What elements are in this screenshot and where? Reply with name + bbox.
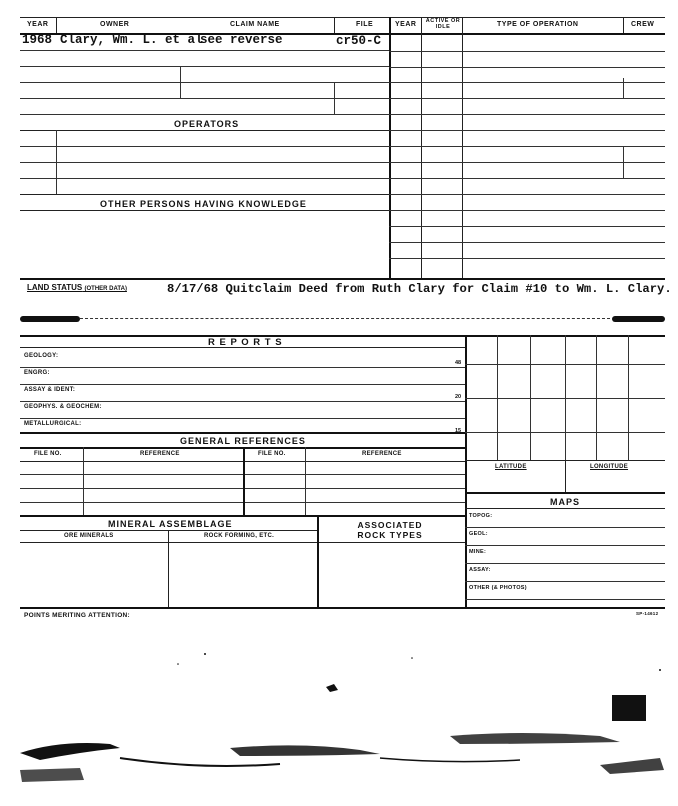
report-row-label: ENGRG: bbox=[24, 370, 50, 376]
divider bbox=[305, 447, 306, 515]
rule bbox=[465, 599, 665, 600]
rule bbox=[20, 162, 389, 163]
rule bbox=[389, 67, 665, 68]
reference-header: REFERENCE bbox=[140, 451, 180, 457]
rule bbox=[20, 194, 389, 195]
divider bbox=[623, 17, 624, 33]
general-references-title: GENERAL REFERENCES bbox=[180, 436, 306, 446]
rule bbox=[20, 335, 665, 337]
rule bbox=[20, 542, 465, 543]
rule bbox=[20, 367, 465, 368]
noise-line bbox=[120, 758, 280, 766]
map-row-label: TOPOG: bbox=[469, 513, 493, 519]
smudge bbox=[20, 316, 80, 322]
operators-label: OPERATORS bbox=[174, 119, 240, 129]
rule bbox=[389, 258, 665, 259]
rule bbox=[20, 210, 389, 211]
rule bbox=[20, 130, 389, 131]
reports-title: R E P O R T S bbox=[208, 337, 283, 348]
report-row-number: 20 bbox=[455, 394, 462, 400]
divider bbox=[334, 82, 335, 114]
year2-header: YEAR bbox=[395, 21, 417, 28]
land-status-text: 8/17/68 Quitclaim Deed from Ruth Clary for Claim #10 to Wm. L. Clary. bbox=[167, 282, 672, 296]
noise-streak bbox=[20, 743, 120, 760]
mineral-assemblage-title: MINERAL ASSEMBLAGE bbox=[108, 519, 233, 529]
rule bbox=[20, 178, 389, 179]
rule bbox=[465, 364, 665, 365]
rule bbox=[465, 581, 665, 582]
rule bbox=[389, 114, 665, 115]
rule bbox=[20, 347, 465, 348]
divider bbox=[421, 17, 422, 279]
rule bbox=[80, 318, 610, 319]
report-row-label: ASSAY & IDENT: bbox=[24, 387, 76, 393]
rule bbox=[20, 17, 665, 18]
reference-header-2: REFERENCE bbox=[362, 451, 402, 457]
land-status-title: LAND STATUS bbox=[27, 283, 83, 292]
entry-owner: Clary, Wm. L. et al bbox=[60, 33, 203, 47]
rock-forming-header: ROCK FORMING, ETC. bbox=[204, 533, 275, 539]
divider bbox=[56, 130, 57, 194]
entry-year: 1968 bbox=[22, 33, 53, 47]
rule bbox=[465, 508, 665, 509]
rule bbox=[389, 210, 665, 211]
entry-file: cr50-C bbox=[336, 34, 382, 48]
divider bbox=[317, 515, 319, 607]
divider bbox=[168, 530, 169, 607]
active-or-idle-header: ACTIVE OR IDLE bbox=[425, 18, 461, 30]
land-status-sublabel: (OTHER DATA) bbox=[84, 286, 127, 292]
map-row-label: GEOL: bbox=[469, 531, 488, 537]
map-row-label: ASSAY: bbox=[469, 567, 491, 573]
rule bbox=[20, 432, 465, 434]
rule bbox=[389, 242, 665, 243]
report-row-number: 48 bbox=[455, 360, 462, 366]
type-of-operation-header: TYPE OF OPERATION bbox=[497, 21, 579, 28]
rule bbox=[465, 432, 665, 433]
rule bbox=[389, 226, 665, 227]
crew-header: CREW bbox=[631, 21, 655, 28]
scan-noise bbox=[0, 640, 678, 806]
longitude-label: LONGITUDE bbox=[590, 464, 629, 470]
noise-speck bbox=[204, 653, 206, 655]
map-row-label: MINE: bbox=[469, 549, 487, 555]
associated-rock-types-header: ASSOCIATED ROCK TYPES bbox=[357, 520, 423, 540]
divider bbox=[462, 17, 463, 279]
points-meriting-label: POINTS MERITING ATTENTION: bbox=[24, 612, 131, 619]
report-row-label: GEOPHYS. & GEOCHEM: bbox=[24, 404, 102, 410]
noise-streak bbox=[450, 733, 620, 744]
rule bbox=[465, 527, 665, 528]
rule bbox=[20, 607, 665, 609]
noise-line bbox=[380, 758, 520, 762]
file-no-header: FILE NO. bbox=[34, 451, 62, 457]
divider bbox=[83, 447, 84, 515]
rule bbox=[389, 98, 665, 99]
divider bbox=[565, 460, 566, 492]
report-row-label: METALLURGICAL: bbox=[24, 421, 82, 427]
owner-header: OWNER bbox=[100, 21, 130, 28]
rule bbox=[20, 515, 465, 517]
land-status-label bbox=[27, 283, 127, 292]
rule bbox=[20, 66, 389, 67]
smudge bbox=[612, 316, 665, 322]
rule bbox=[20, 146, 389, 147]
file-no-header-2: FILE NO. bbox=[258, 451, 286, 457]
maps-title: MAPS bbox=[550, 497, 581, 507]
divider bbox=[180, 66, 181, 98]
ore-minerals-header: ORE MINERALS bbox=[64, 533, 114, 539]
rule bbox=[20, 50, 389, 51]
rule bbox=[389, 178, 665, 179]
noise-speck bbox=[411, 657, 413, 659]
rule bbox=[20, 401, 465, 402]
entry-claim-name: see reverse bbox=[200, 33, 283, 47]
rule bbox=[465, 492, 665, 494]
noise-speck bbox=[659, 669, 661, 671]
rule bbox=[20, 278, 665, 280]
rule bbox=[20, 384, 465, 385]
black-mark bbox=[612, 695, 646, 721]
divider bbox=[623, 78, 624, 98]
center-divider bbox=[389, 17, 391, 279]
noise-speck bbox=[177, 663, 179, 665]
rule bbox=[20, 114, 389, 115]
rule bbox=[465, 563, 665, 564]
noise-streak bbox=[230, 745, 380, 756]
noise-streak bbox=[600, 758, 664, 774]
report-row-number: 15 bbox=[455, 428, 462, 434]
divider bbox=[56, 17, 57, 33]
divider bbox=[243, 447, 245, 515]
divider bbox=[465, 335, 467, 607]
other-persons-label: OTHER PERSONS HAVING KNOWLEDGE bbox=[100, 199, 307, 209]
rule bbox=[389, 51, 665, 52]
map-row-label: OTHER (& PHOTOS) bbox=[469, 585, 527, 591]
file-header: FILE bbox=[356, 21, 374, 28]
rule bbox=[465, 398, 665, 399]
divider bbox=[623, 146, 624, 178]
rule bbox=[20, 418, 465, 419]
divider bbox=[334, 17, 335, 33]
latitude-label: LATITUDE bbox=[495, 464, 527, 470]
form-number: SP-14612 bbox=[636, 611, 659, 616]
rule bbox=[389, 194, 665, 195]
rule bbox=[389, 130, 665, 131]
claim-name-header: CLAIM NAME bbox=[230, 21, 280, 28]
noise-streak bbox=[20, 768, 84, 782]
report-row-label: GEOLOGY: bbox=[24, 353, 59, 359]
noise-speck bbox=[326, 684, 338, 692]
rule bbox=[465, 545, 665, 546]
year-header: YEAR bbox=[27, 21, 49, 28]
